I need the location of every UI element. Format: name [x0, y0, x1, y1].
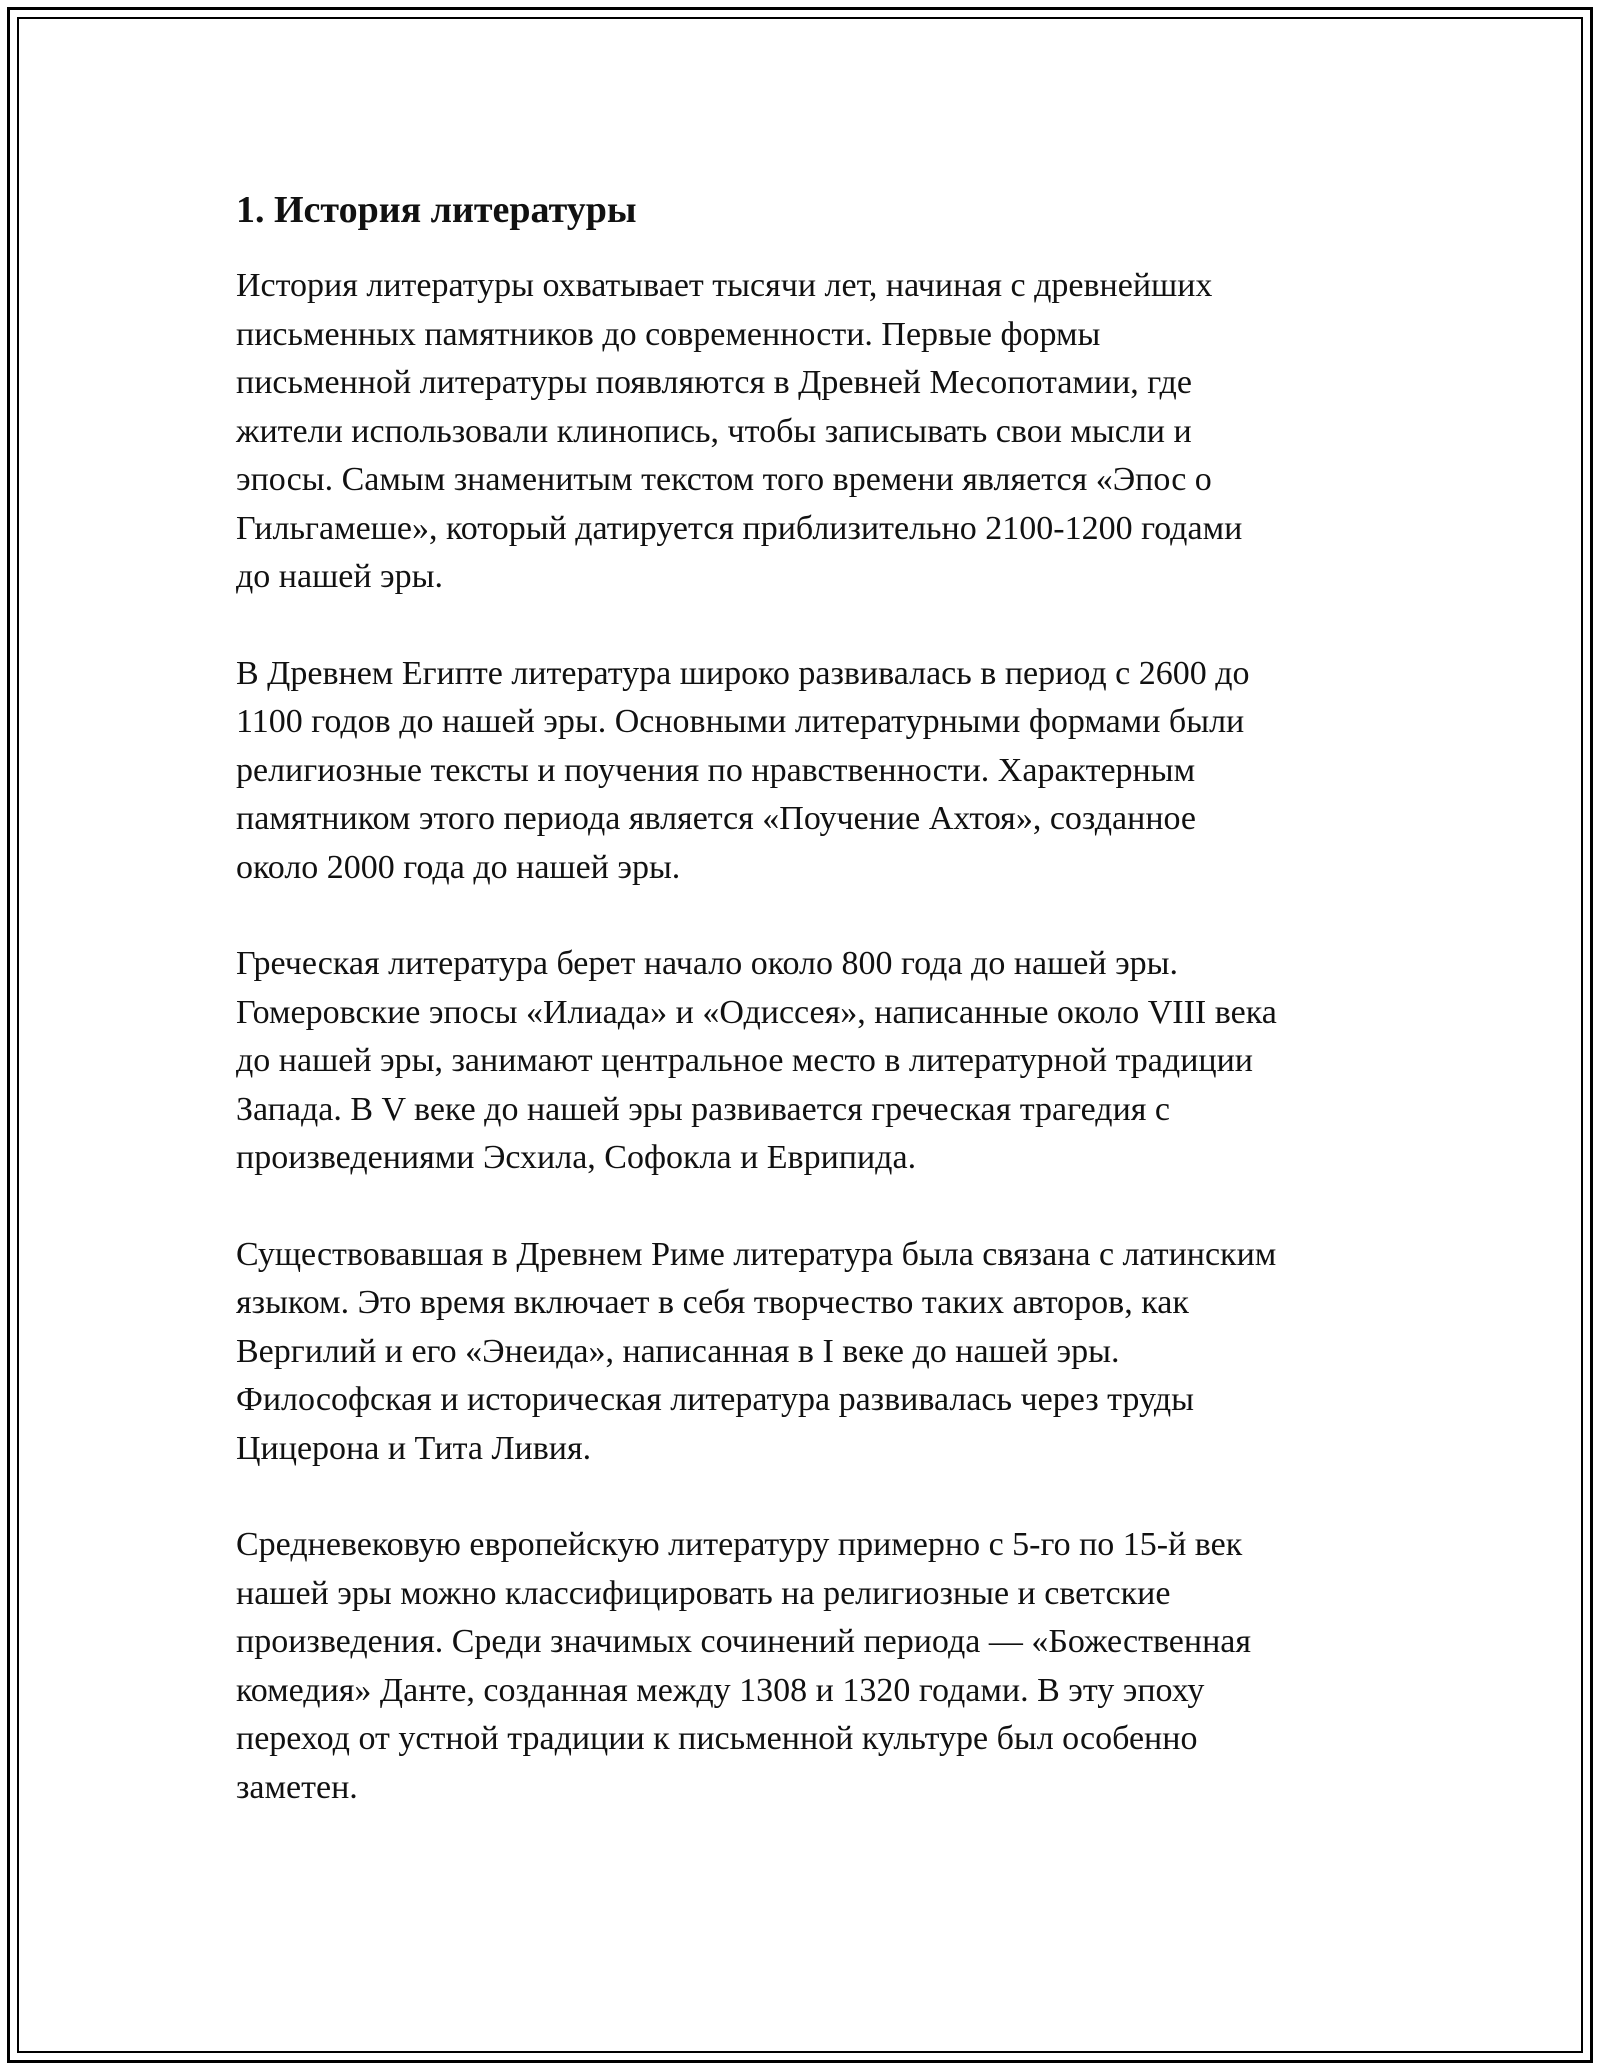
paragraph-medieval: Средневековую европейскую литературу примерно с 5-го по 15-й век нашей эры можно классифицировать на религиозные и светские произведения. Среди значимых сочинений периода — «Божественная комедия» Данте, созданная между 1308 и 1320 годами. В эту эпоху переход от устной традиции к письменной культуре был особенно заметен.	[236, 1526, 1252, 1806]
paragraph-mesopotamia: История литературы охватывает тысячи лет, начиная с древнейших письменных памятников до современности. Первые формы письменной литературы появляются в Древней Месопотамии, где жители использовали клинопись, чтобы записывать свои мысли и эпосы. Самым знаменитым текстом того времени является «Эпос о Гильгамеше», который датируется приблизительно 2100-1200 годами до нашей эры.	[236, 267, 1243, 595]
paragraph-greece: Греческая литература берет начало около 800 года до нашей эры. Гомеровские эпосы «Илиада» и «Одиссея», написанные около VIII века до нашей эры, занимают центральное место в литературной традиции Запада. В V веке до нашей эры развивается греческая трагедия с произведениями Эсхила, Софокла и Еврипида.	[236, 945, 1277, 1176]
paragraph-egypt: В Древнем Египте литература широко развивалась в период с 2600 до 1100 годов до нашей эры. Основными литературными формами были религиозные тексты и поучения по нравственности. Характерным памятником этого периода является «Поучение Ахтоя», созданное около 2000 года до нашей эры.	[236, 654, 1250, 886]
section-title: 1. История литературы	[236, 189, 637, 231]
document-page	[236, 186, 1376, 1860]
paragraph-rome: Существовавшая в Древнем Риме литература была связана с латинским языком. Это время включает в себя творчество таких авторов, как Вергилий и его «Энеида», написанная в I веке до нашей эры. Философская и историческая литература развивалась через труды Цицерона и Тита Ливия.	[236, 1235, 1277, 1467]
